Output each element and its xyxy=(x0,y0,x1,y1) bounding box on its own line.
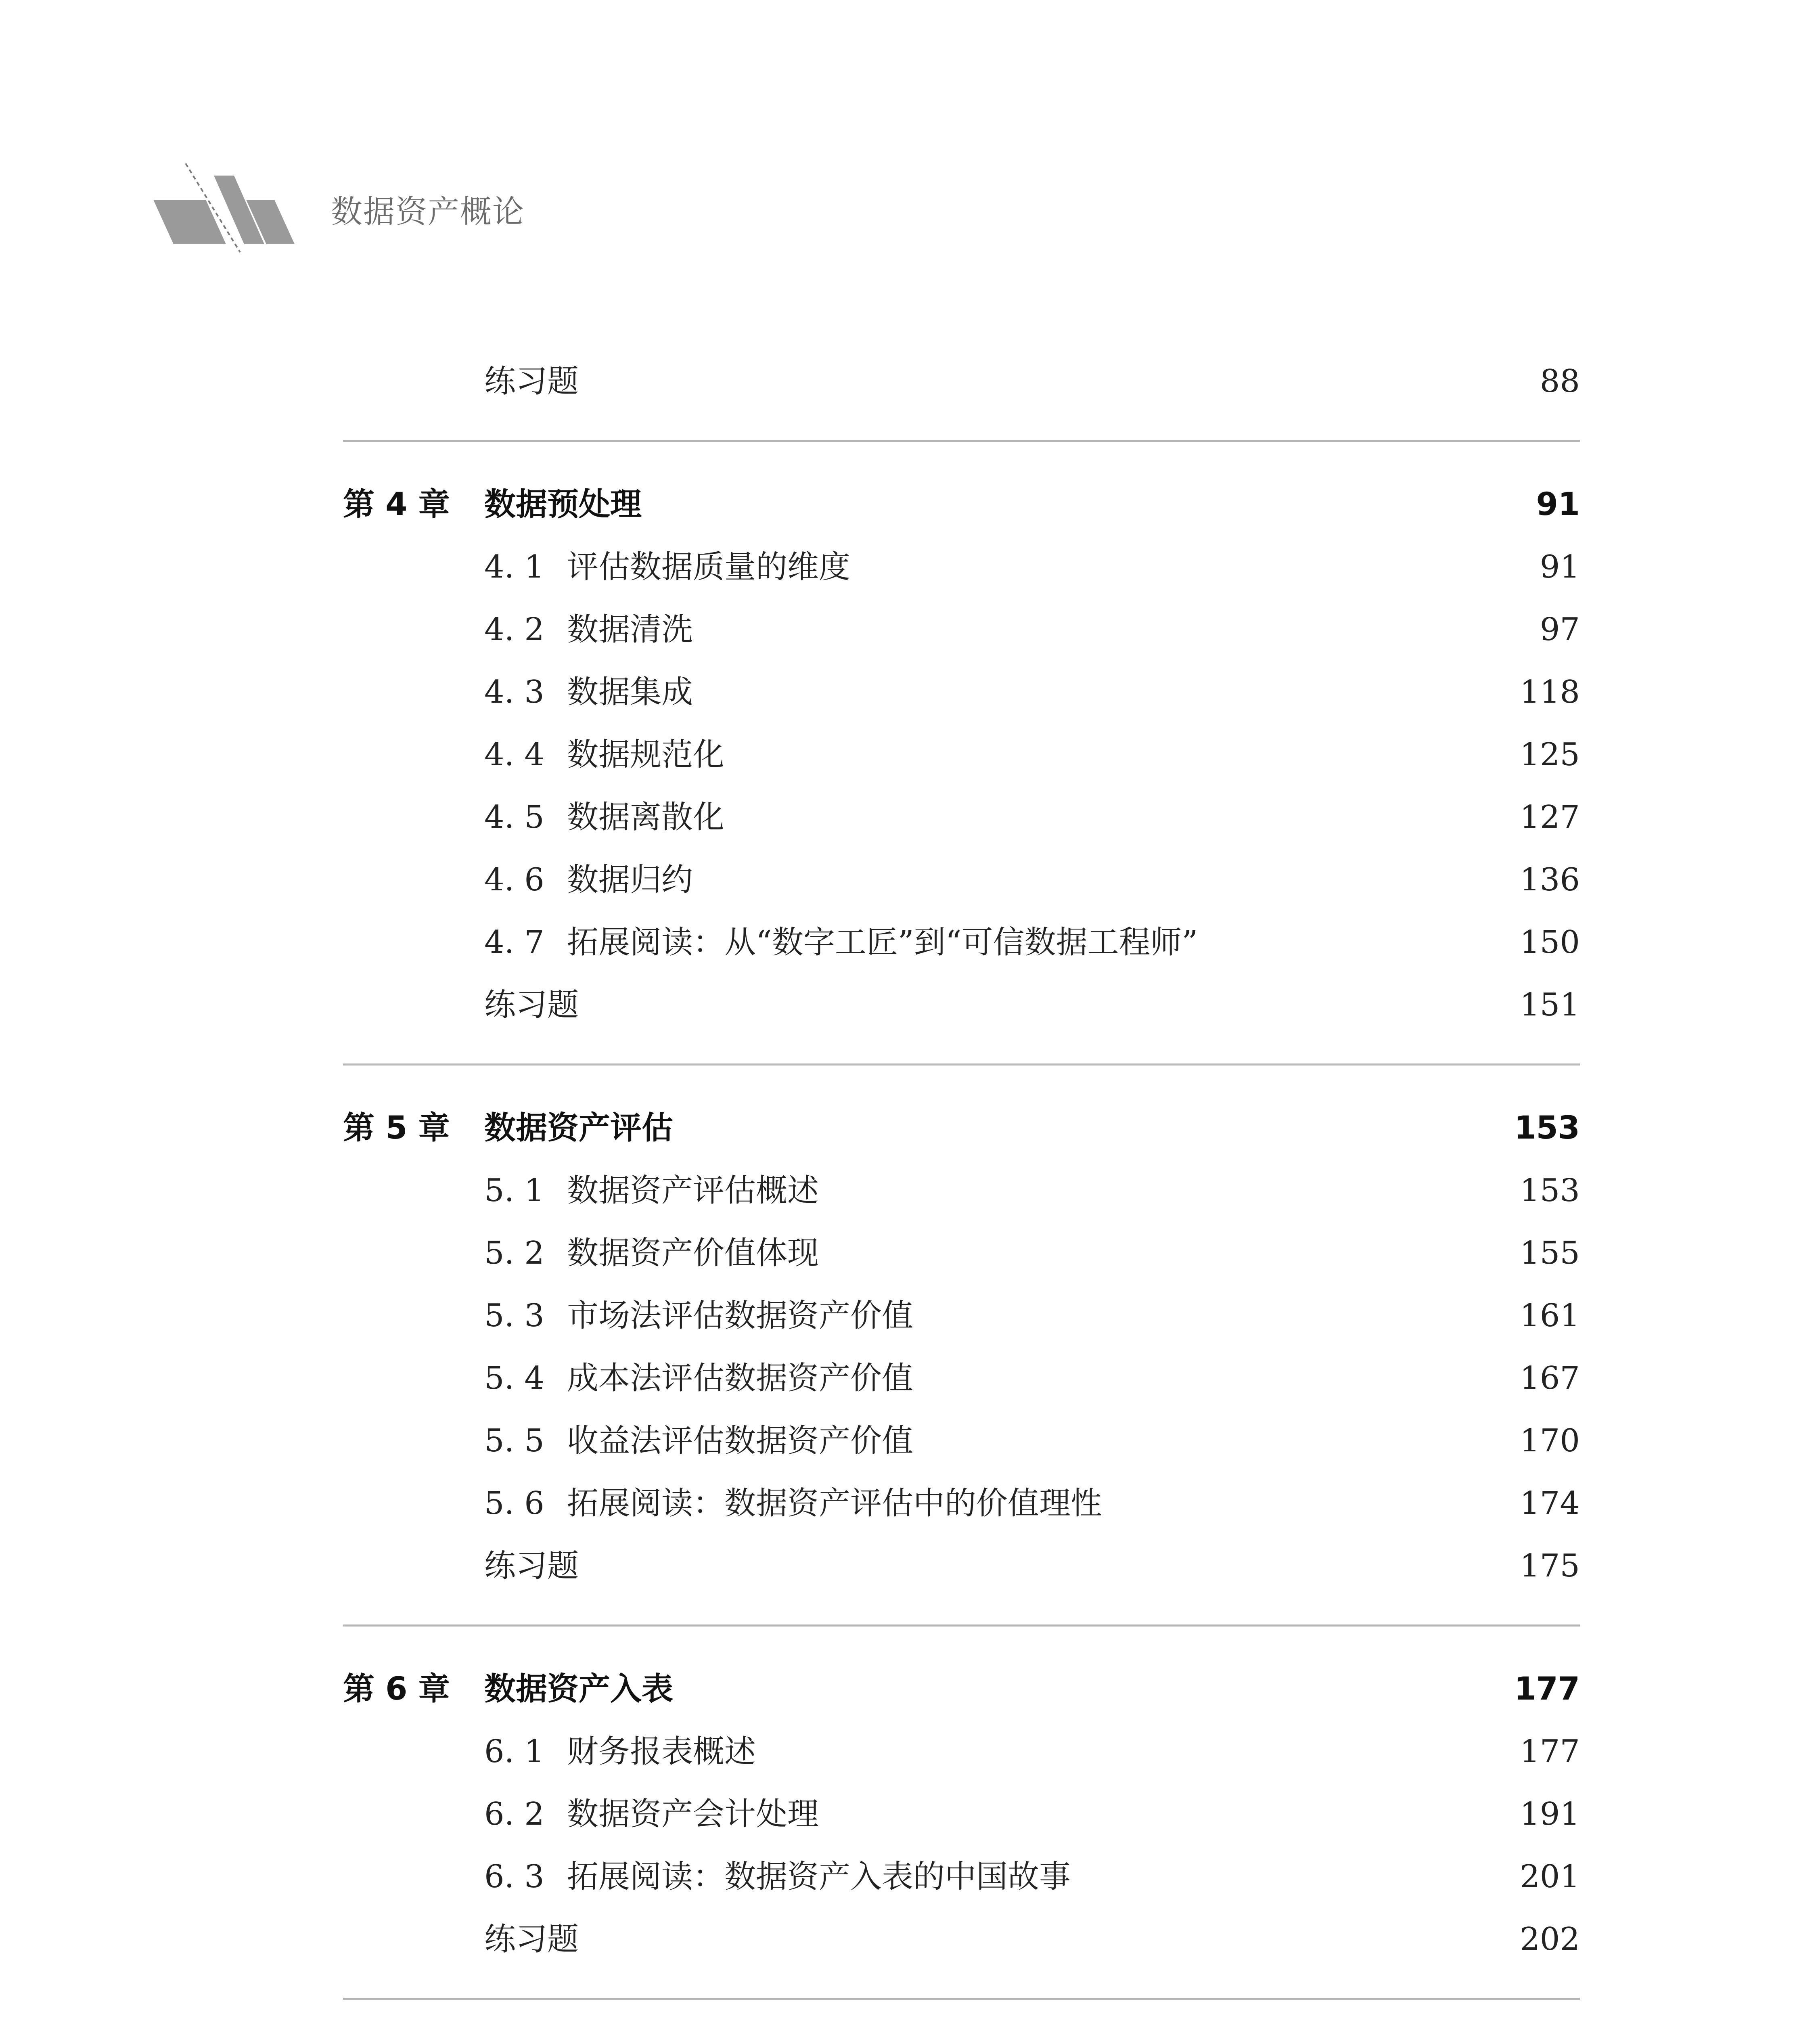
chapter-divider xyxy=(343,1624,1580,1627)
section-title: 拓展阅读：数据资产评估中的价值理性 xyxy=(567,1485,1102,1522)
chapter-title: 数据资产入表 xyxy=(484,1671,674,1707)
chapter-title: 数据预处理 xyxy=(484,486,642,523)
page-ref: 201 xyxy=(1520,1859,1580,1895)
toc-chapter-entry[interactable] xyxy=(0,480,1820,529)
section-number: 6. 1 xyxy=(484,1733,544,1770)
section-number: 4. 5 xyxy=(484,799,544,835)
section-title: 数据规范化 xyxy=(567,737,725,773)
toc-section-entry[interactable] xyxy=(0,793,1820,842)
book-title: 数据资产概论 xyxy=(331,194,525,230)
toc-exercise-entry[interactable] xyxy=(0,981,1820,1029)
chapter-title: 数据资产评估 xyxy=(484,1110,674,1146)
section-title: 评估数据质量的维度 xyxy=(567,549,851,585)
toc-section-entry[interactable] xyxy=(0,1292,1820,1340)
toc-section-entry[interactable] xyxy=(0,1417,1820,1465)
page-ref: 136 xyxy=(1520,862,1580,898)
page-ref: 177 xyxy=(1520,1733,1580,1770)
exercise-label: 练习题 xyxy=(484,1548,579,1584)
page-ref: 97 xyxy=(1540,611,1580,648)
section-number: 5. 5 xyxy=(484,1423,544,1459)
page-header xyxy=(0,0,1820,283)
section-title: 收益法评估数据资产价值 xyxy=(567,1423,914,1459)
page-ref: 88 xyxy=(1540,363,1580,400)
chapter-divider xyxy=(343,1998,1580,2000)
section-number: 5. 1 xyxy=(484,1172,544,1209)
page-ref: 91 xyxy=(1536,486,1580,523)
section-number: 4. 1 xyxy=(484,549,544,585)
exercise-label: 练习题 xyxy=(484,1921,579,1957)
section-title: 数据离散化 xyxy=(567,799,725,835)
toc-section-entry[interactable] xyxy=(0,605,1820,654)
toc-exercise-entry[interactable] xyxy=(0,1542,1820,1590)
page-ref: 170 xyxy=(1520,1423,1580,1459)
toc-section-entry[interactable] xyxy=(0,1853,1820,1901)
section-number: 5. 2 xyxy=(484,1235,544,1271)
section-title: 拓展阅读：从“数字工匠”到“可信数据工程师” xyxy=(567,924,1198,961)
page-ref: 125 xyxy=(1520,737,1580,773)
chapter-divider xyxy=(343,1063,1580,1066)
section-number: 5. 4 xyxy=(484,1360,544,1396)
toc-exercise-entry[interactable] xyxy=(0,1915,1820,1964)
section-number: 4. 6 xyxy=(484,862,544,898)
exercise-label: 练习题 xyxy=(484,987,579,1023)
exercise-label: 练习题 xyxy=(484,363,579,400)
page-ref: 174 xyxy=(1520,1485,1580,1522)
section-title: 数据清洗 xyxy=(567,611,693,648)
section-number: 4. 3 xyxy=(484,674,544,710)
page-ref: 202 xyxy=(1520,1921,1580,1957)
section-number: 5. 3 xyxy=(484,1298,544,1334)
chapter-number: 第 5 章 xyxy=(343,1110,450,1146)
toc-exercise-entry[interactable] xyxy=(0,357,1820,406)
toc-section-entry[interactable] xyxy=(0,668,1820,716)
page-ref: 155 xyxy=(1520,1235,1580,1271)
section-title: 数据归约 xyxy=(567,862,693,898)
toc-section-entry[interactable] xyxy=(0,731,1820,779)
toc-chapter-entry[interactable] xyxy=(0,1104,1820,1152)
toc-chapter-entry[interactable] xyxy=(0,1665,1820,1713)
page-ref: 91 xyxy=(1540,549,1580,585)
section-title: 数据集成 xyxy=(567,674,693,710)
page-ref: 151 xyxy=(1520,987,1580,1023)
section-title: 拓展阅读：数据资产入表的中国故事 xyxy=(567,1859,1071,1895)
page-ref: 150 xyxy=(1520,924,1580,961)
section-number: 4. 7 xyxy=(484,924,544,961)
section-title: 数据资产评估概述 xyxy=(567,1172,819,1209)
section-title: 数据资产价值体现 xyxy=(567,1235,819,1271)
page-ref: 153 xyxy=(1514,1110,1580,1146)
toc-section-entry[interactable] xyxy=(0,1790,1820,1838)
toc-section-entry[interactable] xyxy=(0,1354,1820,1403)
section-title: 成本法评估数据资产价值 xyxy=(567,1360,914,1396)
page-ref: 127 xyxy=(1520,799,1580,835)
page-ref: 161 xyxy=(1520,1298,1580,1334)
toc-section-entry[interactable] xyxy=(0,1229,1820,1277)
page-ref: 153 xyxy=(1520,1172,1580,1209)
section-title: 数据资产会计处理 xyxy=(567,1796,819,1832)
toc-section-entry[interactable] xyxy=(0,1727,1820,1776)
chapter-number: 第 6 章 xyxy=(343,1671,450,1707)
section-number: 6. 2 xyxy=(484,1796,544,1832)
toc-section-entry[interactable] xyxy=(0,1479,1820,1528)
page-ref: 118 xyxy=(1520,674,1580,710)
toc-section-entry[interactable] xyxy=(0,543,1820,591)
section-number: 4. 2 xyxy=(484,611,544,648)
toc-section-entry[interactable] xyxy=(0,918,1820,967)
page-ref: 167 xyxy=(1520,1360,1580,1396)
toc-section-entry[interactable] xyxy=(0,856,1820,904)
section-title: 市场法评估数据资产价值 xyxy=(567,1298,914,1334)
section-number: 6. 3 xyxy=(484,1859,544,1895)
page-ref: 177 xyxy=(1514,1671,1580,1707)
page-ref: 191 xyxy=(1520,1796,1580,1832)
section-number: 5. 6 xyxy=(484,1485,544,1522)
chapter-number: 第 4 章 xyxy=(343,486,450,523)
page-ref: 175 xyxy=(1520,1548,1580,1584)
toc-section-entry[interactable] xyxy=(0,1166,1820,1215)
section-title: 财务报表概述 xyxy=(567,1733,756,1770)
book-logo-icon xyxy=(153,159,315,256)
chapter-divider xyxy=(343,440,1580,442)
section-number: 4. 4 xyxy=(484,737,544,773)
